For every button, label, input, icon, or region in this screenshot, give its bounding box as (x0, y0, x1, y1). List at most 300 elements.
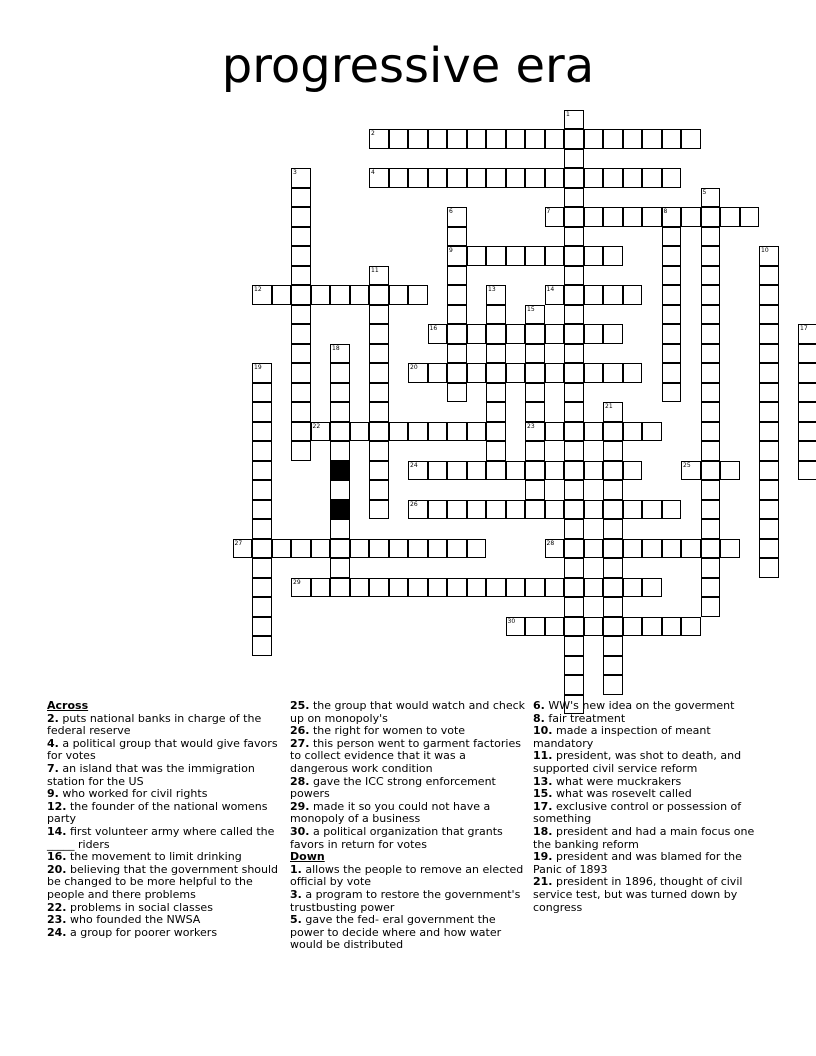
grid-cell[interactable] (486, 441, 506, 461)
grid-cell[interactable] (564, 500, 584, 520)
grid-cell[interactable] (252, 539, 272, 559)
grid-cell[interactable] (291, 383, 311, 403)
grid-cell[interactable] (389, 539, 409, 559)
grid-cell[interactable] (603, 129, 623, 149)
grid-cell[interactable] (642, 539, 662, 559)
grid-cell[interactable] (428, 500, 448, 520)
grid-cell[interactable] (759, 324, 779, 344)
grid-cell[interactable] (564, 344, 584, 364)
grid-cell[interactable] (389, 129, 409, 149)
grid-cell[interactable] (428, 422, 448, 442)
grid-cell[interactable] (272, 539, 292, 559)
grid-cell[interactable] (447, 500, 467, 520)
grid-cell[interactable] (369, 441, 389, 461)
grid-cell[interactable] (662, 227, 682, 247)
grid-cell[interactable] (759, 305, 779, 325)
grid-cell[interactable] (584, 246, 604, 266)
grid-cell[interactable] (701, 207, 721, 227)
grid-cell[interactable] (545, 422, 565, 442)
grid-cell[interactable] (311, 578, 331, 598)
grid-cell[interactable] (564, 266, 584, 286)
grid-cell[interactable] (759, 344, 779, 364)
grid-cell[interactable] (798, 344, 816, 364)
grid-cell[interactable] (525, 363, 545, 383)
grid-cell[interactable] (525, 422, 545, 442)
grid-cell[interactable] (486, 578, 506, 598)
grid-cell[interactable] (408, 539, 428, 559)
grid-cell[interactable] (525, 500, 545, 520)
grid-cell[interactable] (447, 285, 467, 305)
grid-cell[interactable] (662, 383, 682, 403)
grid-cell[interactable] (759, 402, 779, 422)
grid-cell[interactable] (623, 285, 643, 305)
grid-cell[interactable] (428, 539, 448, 559)
grid-cell[interactable] (584, 578, 604, 598)
grid-cell[interactable] (486, 422, 506, 442)
grid-cell[interactable] (545, 539, 565, 559)
grid-cell[interactable] (564, 480, 584, 500)
grid-cell[interactable] (291, 227, 311, 247)
grid-cell[interactable] (545, 129, 565, 149)
grid-cell[interactable] (720, 461, 740, 481)
grid-cell[interactable] (369, 480, 389, 500)
grid-cell[interactable] (564, 675, 584, 695)
grid-cell[interactable] (408, 285, 428, 305)
grid-cell[interactable] (759, 480, 779, 500)
grid-cell[interactable] (291, 441, 311, 461)
grid-cell[interactable] (759, 441, 779, 461)
grid-cell[interactable] (701, 422, 721, 442)
grid-cell[interactable] (486, 168, 506, 188)
grid-cell[interactable] (564, 207, 584, 227)
grid-cell[interactable] (525, 617, 545, 637)
grid-cell[interactable] (564, 285, 584, 305)
grid-cell[interactable] (467, 461, 487, 481)
grid-cell[interactable] (369, 578, 389, 598)
grid-cell[interactable] (623, 129, 643, 149)
grid-cell[interactable] (467, 324, 487, 344)
grid-cell[interactable] (603, 597, 623, 617)
grid-cell[interactable] (701, 344, 721, 364)
grid-cell[interactable] (798, 324, 816, 344)
grid-cell[interactable] (564, 461, 584, 481)
grid-cell[interactable] (701, 500, 721, 520)
grid-cell[interactable] (252, 363, 272, 383)
grid-cell[interactable] (564, 617, 584, 637)
grid-cell[interactable] (584, 129, 604, 149)
grid-cell[interactable] (545, 461, 565, 481)
grid-cell[interactable] (642, 422, 662, 442)
grid-cell[interactable] (467, 539, 487, 559)
grid-cell[interactable] (798, 461, 816, 481)
grid-cell[interactable] (662, 246, 682, 266)
grid-cell[interactable] (525, 324, 545, 344)
grid-cell[interactable] (662, 344, 682, 364)
grid-cell[interactable] (330, 363, 350, 383)
grid-cell[interactable] (467, 246, 487, 266)
grid-cell[interactable] (701, 402, 721, 422)
grid-cell[interactable] (564, 578, 584, 598)
grid-cell[interactable] (486, 246, 506, 266)
grid-cell[interactable] (506, 461, 526, 481)
grid-cell[interactable] (486, 285, 506, 305)
grid-cell[interactable] (330, 519, 350, 539)
grid-cell[interactable] (545, 207, 565, 227)
grid-cell[interactable] (584, 617, 604, 637)
grid-cell[interactable] (642, 207, 662, 227)
grid-cell[interactable] (486, 129, 506, 149)
grid-cell[interactable] (291, 285, 311, 305)
grid-cell[interactable] (662, 129, 682, 149)
grid-cell[interactable] (564, 597, 584, 617)
grid-cell[interactable] (389, 578, 409, 598)
grid-cell[interactable] (369, 500, 389, 520)
grid-cell[interactable] (662, 266, 682, 286)
grid-cell[interactable] (467, 500, 487, 520)
grid-cell[interactable] (642, 578, 662, 598)
grid-cell[interactable] (564, 246, 584, 266)
grid-cell[interactable] (564, 363, 584, 383)
grid-cell[interactable] (525, 578, 545, 598)
grid-cell[interactable] (369, 129, 389, 149)
grid-cell[interactable] (584, 539, 604, 559)
grid-cell[interactable] (447, 422, 467, 442)
grid-cell[interactable] (486, 344, 506, 364)
grid-cell[interactable] (662, 617, 682, 637)
grid-cell[interactable] (369, 305, 389, 325)
grid-cell[interactable] (701, 597, 721, 617)
grid-cell[interactable] (564, 441, 584, 461)
grid-cell[interactable] (701, 558, 721, 578)
grid-cell[interactable] (506, 168, 526, 188)
grid-cell[interactable] (701, 188, 721, 208)
grid-cell[interactable] (428, 129, 448, 149)
grid-cell[interactable] (506, 578, 526, 598)
grid-cell[interactable] (350, 578, 370, 598)
grid-cell[interactable] (701, 539, 721, 559)
grid-cell[interactable] (564, 129, 584, 149)
grid-cell[interactable] (311, 422, 331, 442)
grid-cell[interactable] (564, 227, 584, 247)
grid-cell[interactable] (662, 207, 682, 227)
grid-cell[interactable] (408, 500, 428, 520)
grid-cell[interactable] (252, 500, 272, 520)
grid-cell[interactable] (564, 422, 584, 442)
grid-cell[interactable] (759, 422, 779, 442)
grid-cell[interactable] (584, 363, 604, 383)
grid-cell[interactable] (623, 500, 643, 520)
grid-cell[interactable] (291, 363, 311, 383)
grid-cell[interactable] (330, 578, 350, 598)
grid-cell[interactable] (291, 344, 311, 364)
grid-cell[interactable] (369, 266, 389, 286)
grid-cell[interactable] (447, 578, 467, 598)
grid-cell[interactable] (467, 129, 487, 149)
grid-cell[interactable] (545, 578, 565, 598)
grid-cell[interactable] (428, 168, 448, 188)
grid-cell[interactable] (408, 422, 428, 442)
grid-cell[interactable] (603, 558, 623, 578)
grid-cell[interactable] (252, 461, 272, 481)
grid-cell[interactable] (408, 129, 428, 149)
grid-cell[interactable] (428, 363, 448, 383)
grid-cell[interactable] (701, 324, 721, 344)
grid-cell[interactable] (369, 461, 389, 481)
grid-cell[interactable] (506, 129, 526, 149)
grid-cell[interactable] (603, 168, 623, 188)
grid-cell[interactable] (759, 363, 779, 383)
grid-cell[interactable] (252, 636, 272, 656)
grid-cell[interactable] (759, 500, 779, 520)
grid-cell[interactable] (291, 246, 311, 266)
grid-cell[interactable] (252, 519, 272, 539)
grid-cell[interactable] (447, 383, 467, 403)
grid-cell[interactable] (759, 461, 779, 481)
grid-cell[interactable] (525, 441, 545, 461)
grid-cell[interactable] (447, 266, 467, 286)
grid-cell[interactable] (603, 519, 623, 539)
grid-cell[interactable] (759, 539, 779, 559)
grid-cell[interactable] (467, 422, 487, 442)
grid-cell[interactable] (525, 305, 545, 325)
grid-cell[interactable] (701, 383, 721, 403)
grid-cell[interactable] (467, 578, 487, 598)
grid-cell[interactable] (564, 168, 584, 188)
grid-cell[interactable] (603, 636, 623, 656)
grid-cell[interactable] (252, 422, 272, 442)
grid-cell[interactable] (408, 461, 428, 481)
grid-cell[interactable] (545, 285, 565, 305)
grid-cell[interactable] (525, 168, 545, 188)
grid-cell[interactable] (350, 285, 370, 305)
grid-cell[interactable] (330, 539, 350, 559)
grid-cell[interactable] (720, 539, 740, 559)
grid-cell[interactable] (486, 305, 506, 325)
grid-cell[interactable] (701, 363, 721, 383)
grid-cell[interactable] (467, 168, 487, 188)
grid-cell[interactable] (662, 168, 682, 188)
grid-cell[interactable] (603, 422, 623, 442)
grid-cell[interactable] (798, 402, 816, 422)
grid-cell[interactable] (369, 344, 389, 364)
grid-cell[interactable] (447, 344, 467, 364)
grid-cell[interactable] (545, 324, 565, 344)
grid-cell[interactable] (408, 168, 428, 188)
grid-cell[interactable] (603, 539, 623, 559)
grid-cell[interactable] (506, 617, 526, 637)
grid-cell[interactable] (701, 266, 721, 286)
grid-cell[interactable] (603, 578, 623, 598)
grid-cell[interactable] (369, 168, 389, 188)
grid-cell[interactable] (486, 324, 506, 344)
grid-cell[interactable] (759, 519, 779, 539)
grid-cell[interactable] (701, 578, 721, 598)
grid-cell[interactable] (564, 558, 584, 578)
grid-cell[interactable] (525, 480, 545, 500)
grid-cell[interactable] (681, 207, 701, 227)
grid-cell[interactable] (252, 617, 272, 637)
grid-cell[interactable] (369, 539, 389, 559)
grid-cell[interactable] (701, 480, 721, 500)
grid-cell[interactable] (291, 324, 311, 344)
grid-cell[interactable] (369, 363, 389, 383)
grid-cell[interactable] (447, 168, 467, 188)
grid-cell[interactable] (330, 422, 350, 442)
grid-cell[interactable] (701, 461, 721, 481)
grid-cell[interactable] (291, 578, 311, 598)
grid-cell[interactable] (252, 558, 272, 578)
grid-cell[interactable] (564, 188, 584, 208)
grid-cell[interactable] (291, 207, 311, 227)
grid-cell[interactable] (798, 422, 816, 442)
grid-cell[interactable] (369, 285, 389, 305)
grid-cell[interactable] (642, 500, 662, 520)
grid-cell[interactable] (506, 500, 526, 520)
grid-cell[interactable] (233, 539, 253, 559)
grid-cell[interactable] (759, 266, 779, 286)
grid-cell[interactable] (564, 324, 584, 344)
grid-cell[interactable] (486, 363, 506, 383)
grid-cell[interactable] (662, 500, 682, 520)
grid-cell[interactable] (681, 129, 701, 149)
grid-cell[interactable] (584, 207, 604, 227)
grid-cell[interactable] (584, 168, 604, 188)
grid-cell[interactable] (603, 617, 623, 637)
grid-cell[interactable] (291, 188, 311, 208)
grid-cell[interactable] (291, 422, 311, 442)
grid-cell[interactable] (428, 461, 448, 481)
grid-cell[interactable] (506, 324, 526, 344)
grid-cell[interactable] (486, 383, 506, 403)
grid-cell[interactable] (291, 266, 311, 286)
grid-cell[interactable] (252, 285, 272, 305)
grid-cell[interactable] (564, 149, 584, 169)
grid-cell[interactable] (759, 383, 779, 403)
grid-cell[interactable] (798, 363, 816, 383)
grid-cell[interactable] (350, 539, 370, 559)
grid-cell[interactable] (623, 168, 643, 188)
grid-cell[interactable] (603, 480, 623, 500)
grid-cell[interactable] (701, 519, 721, 539)
grid-cell[interactable] (603, 285, 623, 305)
grid-cell[interactable] (252, 597, 272, 617)
grid-cell[interactable] (486, 500, 506, 520)
grid-cell[interactable] (486, 461, 506, 481)
grid-cell[interactable] (662, 363, 682, 383)
grid-cell[interactable] (330, 480, 350, 500)
grid-cell[interactable] (252, 383, 272, 403)
grid-cell[interactable] (759, 246, 779, 266)
grid-cell[interactable] (623, 207, 643, 227)
grid-cell[interactable] (291, 168, 311, 188)
grid-cell[interactable] (389, 422, 409, 442)
grid-cell[interactable] (798, 441, 816, 461)
grid-cell[interactable] (584, 422, 604, 442)
grid-cell[interactable] (623, 617, 643, 637)
grid-cell[interactable] (564, 656, 584, 676)
grid-cell[interactable] (740, 207, 760, 227)
grid-cell[interactable] (584, 285, 604, 305)
grid-cell[interactable] (623, 539, 643, 559)
grid-cell[interactable] (291, 402, 311, 422)
grid-cell[interactable] (603, 441, 623, 461)
grid-cell[interactable] (701, 285, 721, 305)
grid-cell[interactable] (603, 324, 623, 344)
grid-cell[interactable] (701, 441, 721, 461)
grid-cell[interactable] (798, 383, 816, 403)
grid-cell[interactable] (311, 539, 331, 559)
grid-cell[interactable] (252, 578, 272, 598)
grid-cell[interactable] (564, 519, 584, 539)
grid-cell[interactable] (623, 461, 643, 481)
grid-cell[interactable] (603, 675, 623, 695)
grid-cell[interactable] (330, 383, 350, 403)
grid-cell[interactable] (252, 402, 272, 422)
grid-cell[interactable] (330, 558, 350, 578)
grid-cell[interactable] (467, 363, 487, 383)
grid-cell[interactable] (603, 207, 623, 227)
grid-cell[interactable] (701, 305, 721, 325)
grid-cell[interactable] (369, 422, 389, 442)
grid-cell[interactable] (506, 363, 526, 383)
grid-cell[interactable] (311, 285, 331, 305)
grid-cell[interactable] (389, 168, 409, 188)
grid-cell[interactable] (545, 168, 565, 188)
grid-cell[interactable] (330, 344, 350, 364)
grid-cell[interactable] (428, 578, 448, 598)
grid-cell[interactable] (350, 422, 370, 442)
grid-cell[interactable] (603, 402, 623, 422)
grid-cell[interactable] (447, 363, 467, 383)
grid-cell[interactable] (564, 402, 584, 422)
grid-cell[interactable] (389, 285, 409, 305)
grid-cell[interactable] (759, 558, 779, 578)
grid-cell[interactable] (408, 578, 428, 598)
grid-cell[interactable] (447, 305, 467, 325)
grid-cell[interactable] (623, 422, 643, 442)
grid-cell[interactable] (564, 539, 584, 559)
grid-cell[interactable] (564, 110, 584, 130)
grid-cell[interactable] (623, 578, 643, 598)
grid-cell[interactable] (564, 383, 584, 403)
grid-cell[interactable] (623, 363, 643, 383)
grid-cell[interactable] (584, 324, 604, 344)
grid-cell[interactable] (330, 402, 350, 422)
grid-cell[interactable] (525, 344, 545, 364)
grid-cell[interactable] (662, 305, 682, 325)
grid-cell[interactable] (681, 617, 701, 637)
grid-cell[interactable] (447, 539, 467, 559)
grid-cell[interactable] (701, 227, 721, 247)
grid-cell[interactable] (506, 246, 526, 266)
grid-cell[interactable] (642, 168, 662, 188)
grid-cell[interactable] (701, 246, 721, 266)
grid-cell[interactable] (584, 500, 604, 520)
grid-cell[interactable] (291, 539, 311, 559)
grid-cell[interactable] (603, 246, 623, 266)
grid-cell[interactable] (486, 402, 506, 422)
grid-cell[interactable] (272, 285, 292, 305)
grid-cell[interactable] (447, 324, 467, 344)
grid-cell[interactable] (545, 363, 565, 383)
grid-cell[interactable] (525, 246, 545, 266)
grid-cell[interactable] (447, 461, 467, 481)
grid-cell[interactable] (584, 461, 604, 481)
grid-cell[interactable] (545, 246, 565, 266)
grid-cell[interactable] (428, 324, 448, 344)
grid-cell[interactable] (369, 402, 389, 422)
grid-cell[interactable] (662, 285, 682, 305)
